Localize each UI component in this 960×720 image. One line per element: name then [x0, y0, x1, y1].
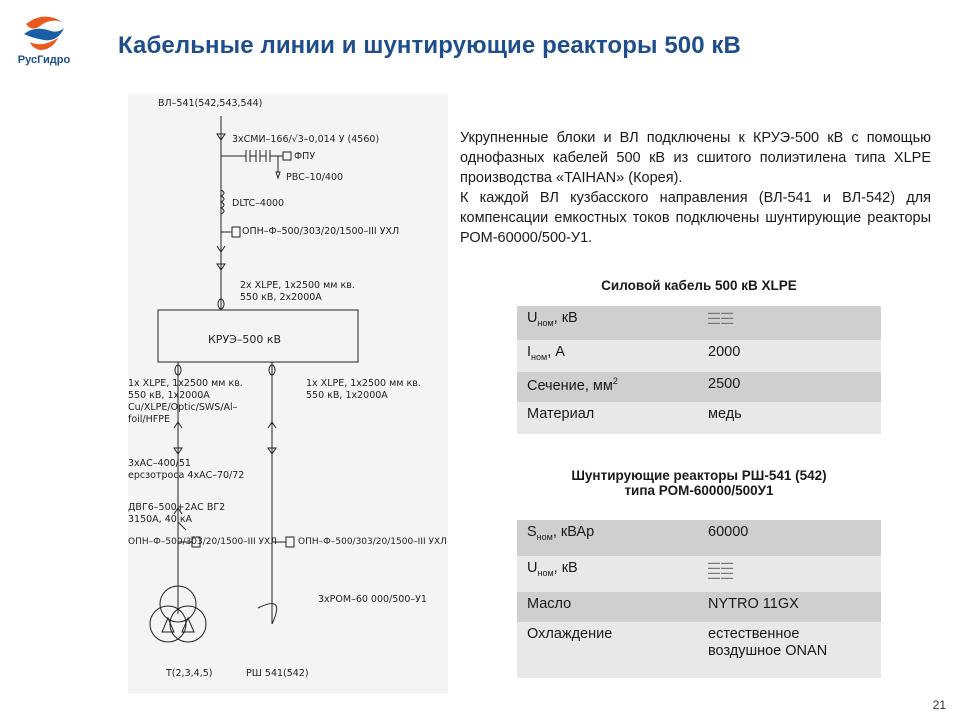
fpu-label: ФПУ	[294, 151, 316, 162]
value-cell: NYTRO 11GX	[708, 596, 799, 612]
page-title: Кабельные линии и шунтирующие реакторы 500 кВ	[118, 32, 741, 59]
table-row	[517, 340, 881, 372]
param-cell: $S_{ном}$, кВАр	[527, 524, 595, 542]
value-cell: 2000	[708, 344, 741, 360]
left-cable-label-1: 1х XLPE, 1х2500 мм кв.	[128, 378, 243, 389]
illegible-value: ▬▬▬ ▬▬▬ ▬▬▬ ▬▬▬ ▬▬▬ ▬▬▬ ▬▬▬ ▬▬▬	[708, 560, 734, 580]
table-row	[517, 592, 881, 622]
kru-label: КРУЭ–500 кВ	[208, 333, 282, 346]
param-cell: Сечение, $мм^2$	[527, 376, 618, 394]
line-name-label: ВЛ–541(542,543,544)	[158, 98, 263, 109]
wire-label-2: ерсзотроса 4хАС–70/72	[128, 470, 245, 481]
page-number: 21	[932, 698, 946, 712]
value-cell: медь	[708, 406, 742, 422]
table-row	[517, 622, 881, 678]
right-cable-label-2: 550 кВ, 1х2000А	[306, 390, 388, 401]
param-cell: $I_{ном}$, А	[527, 344, 565, 362]
dvg-label-2: 3150А, 40 кА	[128, 514, 193, 525]
reactor-table-title-2: типа РОМ-60000/500У1	[624, 483, 774, 498]
left-cable-label-3: Cu/XLPE/Optic/SWS/Al–	[128, 402, 238, 413]
table-row	[517, 556, 881, 592]
table-row	[517, 306, 881, 340]
reactor-name-label: РШ 541(542)	[246, 668, 309, 679]
dltc-label: DLTC–4000	[232, 198, 285, 209]
illegible-value: ▬▬▬ ▬▬▬ ▬▬▬ ▬▬▬ ▬▬▬ ▬▬▬	[708, 310, 734, 325]
dvg-label-1: ДВГ6–500+2АС ВГ2	[128, 502, 226, 513]
transformer-label: Т(2,3,4,5)	[166, 668, 213, 679]
cable-table-title: Силовой кабель 500 кВ XLPE	[601, 278, 797, 293]
description-text	[460, 128, 931, 248]
right-cable-label-1: 1х XLPE, 1х2500 мм кв.	[306, 378, 421, 389]
value-cell	[698, 306, 881, 340]
table-row	[517, 372, 881, 402]
table-row	[517, 520, 881, 556]
opn-right-label: ОПН–Ф–500/303/20/1500–III УХЛ	[298, 537, 447, 547]
reactor-label: 3хРОМ–60 000/500–У1	[318, 594, 427, 605]
cable-table	[517, 306, 881, 434]
cable-top-label-1: 2х XLPE, 1х2500 мм кв.	[240, 280, 355, 291]
paragraph-2: К каждой ВЛ кузбасского направления (ВЛ-541 и ВЛ-542) для компенсации емкостных токов подключены шунтирующие реакторы РОМ-60000/500-У1.	[460, 190, 931, 246]
rushydro-logo-icon	[22, 8, 66, 52]
reactor-table	[517, 520, 881, 678]
opn-top-label: ОПН–Ф–500/303/20/1500–III УХЛ	[242, 226, 400, 237]
param-cell: $U_{ном}$, кВ	[527, 310, 578, 328]
single-line-diagram	[128, 94, 448, 694]
reactor-table-title	[517, 468, 881, 498]
opn-left-label: ОПН–Ф–500/303/20/1500–III УХЛ	[128, 537, 277, 547]
param-cell: Материал	[527, 406, 595, 422]
paragraph-1: Укрупненные блоки и ВЛ подключены к КРУЭ-500 кВ с помощью однофазных кабелей 500 кВ из сшитого полиэтилена типа XLPE производства «TAIHAN» (Корея).	[460, 130, 931, 186]
value-cell: 2500	[708, 376, 741, 392]
param-cell: Охлаждение	[527, 626, 613, 642]
param-cell: Масло	[527, 596, 572, 612]
cable-top-label-2: 550 кВ, 2х2000А	[240, 292, 322, 303]
param-cell: $U_{ном}$, кВ	[527, 560, 578, 578]
left-cable-label-2: 550 кВ, 1х2000А	[128, 390, 210, 401]
left-cable-label-4: foil/HFPE	[128, 414, 170, 425]
logo-text: РусГидро	[17, 54, 71, 66]
value-cell: 60000	[708, 524, 749, 540]
value-cell	[698, 556, 881, 592]
logo	[8, 8, 80, 70]
capacitor-label: 3хСМИ–166/√3–0,014 У (4560)	[232, 134, 380, 145]
wire-label-1: 3хАС–400/51	[128, 458, 191, 469]
reactor-table-title-1: Шунтирующие реакторы РШ-541 (542)	[571, 468, 827, 483]
table-row	[517, 402, 881, 434]
arrester-rvs-label: РВС–10/400	[286, 172, 344, 183]
value-cell: естественное воздушное ONAN	[708, 626, 828, 659]
